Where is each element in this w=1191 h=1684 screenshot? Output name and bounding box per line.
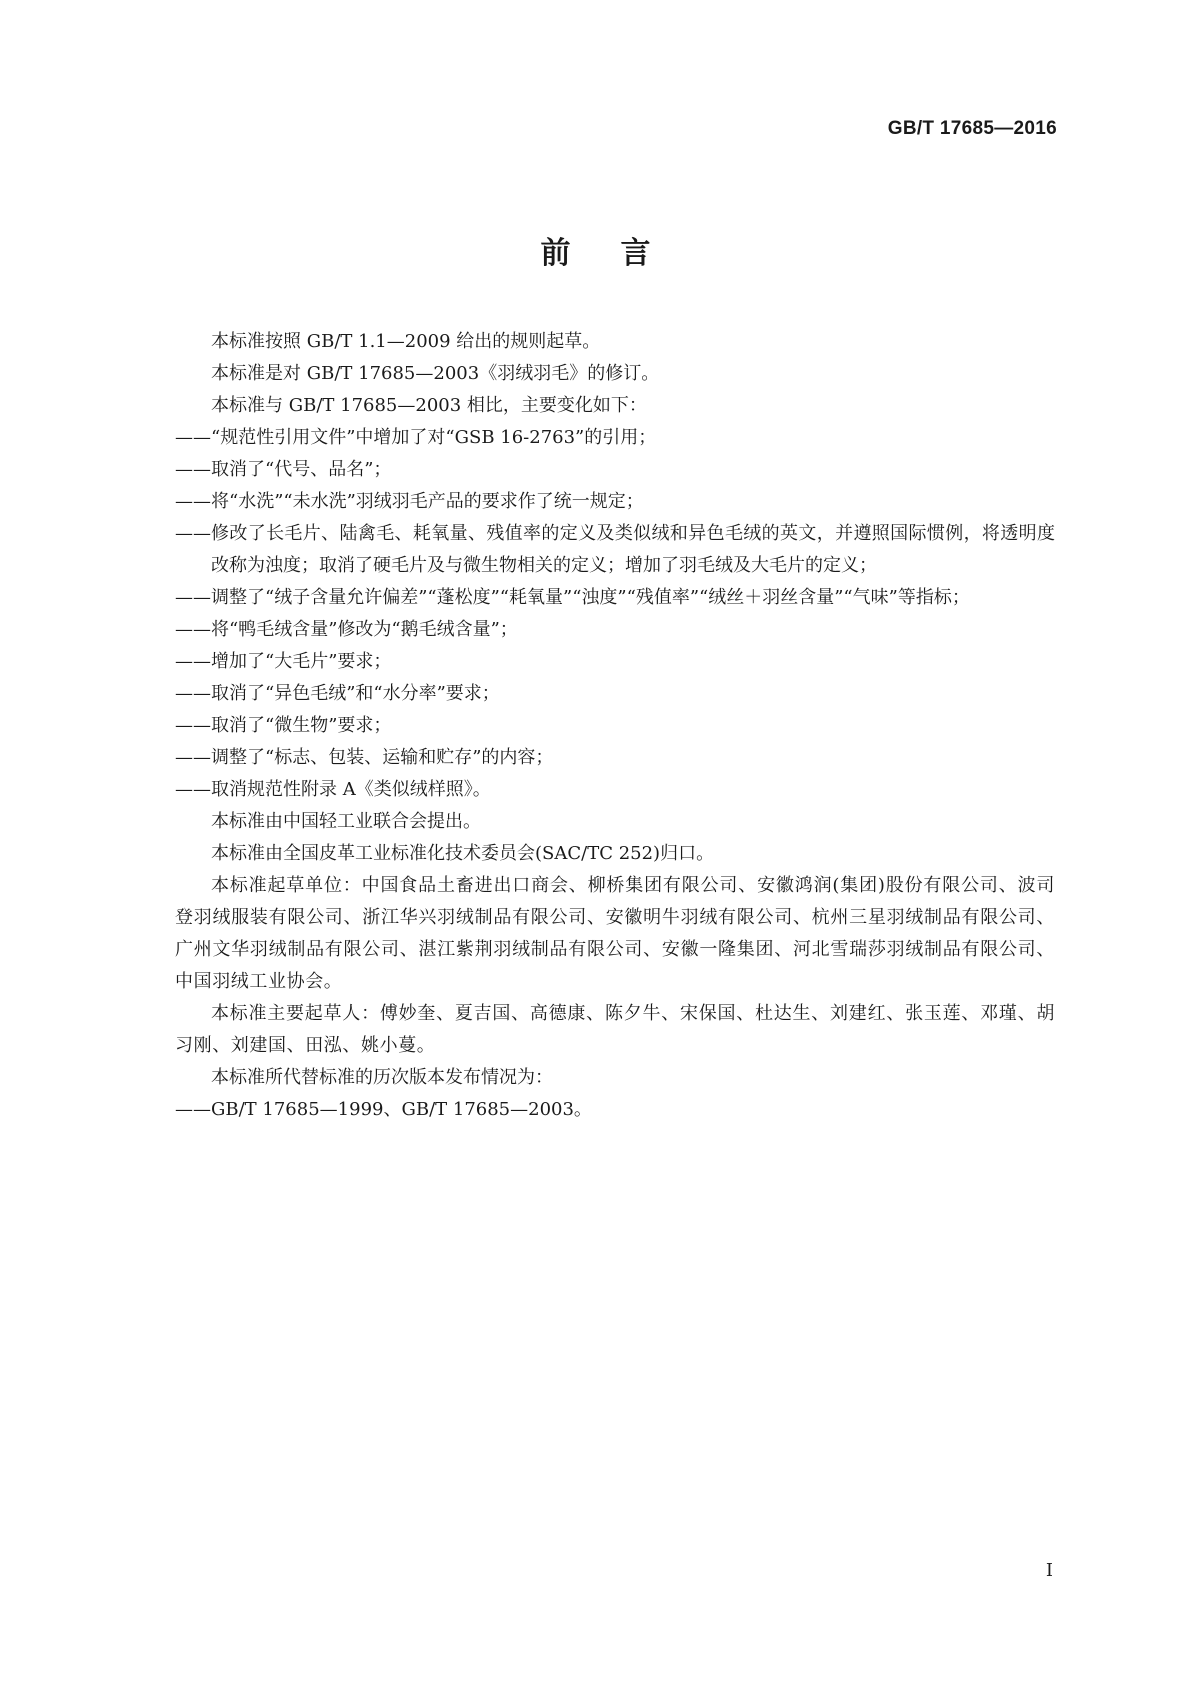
list-item: —— 调整了“绒子含量允许偏差”“蓬松度”“耗氧量”“浊度”“残值率”“绒丝＋羽丝含量”“气味”等指标； [175,582,1055,614]
paragraph-drafting-rules: 本标准按照 GB/T 1.1—2009 给出的规则起草。 [211,331,601,352]
paragraph-history-intro: 本标准所代替标准的历次版本发布情况为： [211,1067,553,1088]
paragraph-drafters: 本标准主要起草人：傅妙奎、夏吉国、高德康、陈夕牛、宋保国、杜达生、刘建红、张玉莲、邓瑾、胡习刚、刘建国、田泓、姚小蔓。 [175,1003,1055,1056]
paragraph-centralized-by: 本标准由全国皮革工业标准化技术委员会(SAC/TC 252)归口。 [211,843,715,864]
list-item: —— 将“水洗”“未水洗”羽绒羽毛产品的要求作了统一规定； [175,486,1055,518]
list-item: —— 将“鸭毛绒含量”修改为“鹅毛绒含量”； [175,614,1055,646]
dash-marker: —— [175,651,211,672]
history-item: —— GB/T 17685—1999、GB/T 17685—2003。 [175,1094,1055,1126]
list-item: —— 取消规范性附录 A《类似绒样照》。 [175,774,1055,806]
dash-marker: —— [175,715,211,736]
list-item: —— 取消了“代号、品名”； [175,454,1055,486]
changes-list [175,422,1055,806]
paragraph-proposed-by: 本标准由中国轻工业联合会提出。 [211,811,481,832]
standard-code: GB/T 17685—2016 [887,118,1057,139]
paragraph-revision: 本标准是对 GB/T 17685—2003《羽绒羽毛》的修订。 [211,363,660,384]
dash-marker: —— [175,587,211,608]
list-item: —— 取消了“微生物”要求； [175,710,1055,742]
dash-marker: —— [175,523,211,544]
list-item: —— 修改了长毛片、陆禽毛、耗氧量、残值率的定义及类似绒和异色毛绒的英文，并遵照国际惯例，将透明度改称为浊度；取消了硬毛片及与微生物相关的定义；增加了羽毛绒及大毛片的定义； [175,518,1055,582]
dash-marker: —— [175,459,211,480]
dash-marker: —— [175,427,211,448]
dash-marker: —— [175,491,211,512]
list-item: —— 取消了“异色毛绒”和“水分率”要求； [175,678,1055,710]
dash-marker: —— [175,1099,211,1120]
dash-marker: —— [175,683,211,704]
page-number: I [1045,1560,1053,1581]
dash-marker: —— [175,779,211,800]
list-item: —— “规范性引用文件”中增加了对“GSB 16-2763”的引用； [175,422,1055,454]
dash-marker: —— [175,619,211,640]
paragraph-drafting-units: 本标准起草单位：中国食品土畜进出口商会、柳桥集团有限公司、安徽鸿润(集团)股份有限公司、波司登羽绒服装有限公司、浙江华兴羽绒制品有限公司、安徽明牛羽绒有限公司、杭州三星羽绒制品有限公司、广州文华羽绒制品有限公司、湛江紫荆羽绒制品有限公司、安徽一隆集团、河北雪瑞莎羽绒制品有限公司、中国羽绒工业协会。 [175,875,1055,992]
list-item: —— 增加了“大毛片”要求； [175,646,1055,678]
paragraph-changes-intro: 本标准与 GB/T 17685—2003 相比，主要变化如下： [211,395,647,416]
document-body [175,326,1055,1126]
list-item: —— 调整了“标志、包装、运输和贮存”的内容； [175,742,1055,774]
dash-marker: —— [175,747,211,768]
page-title: 前言 [540,236,701,271]
